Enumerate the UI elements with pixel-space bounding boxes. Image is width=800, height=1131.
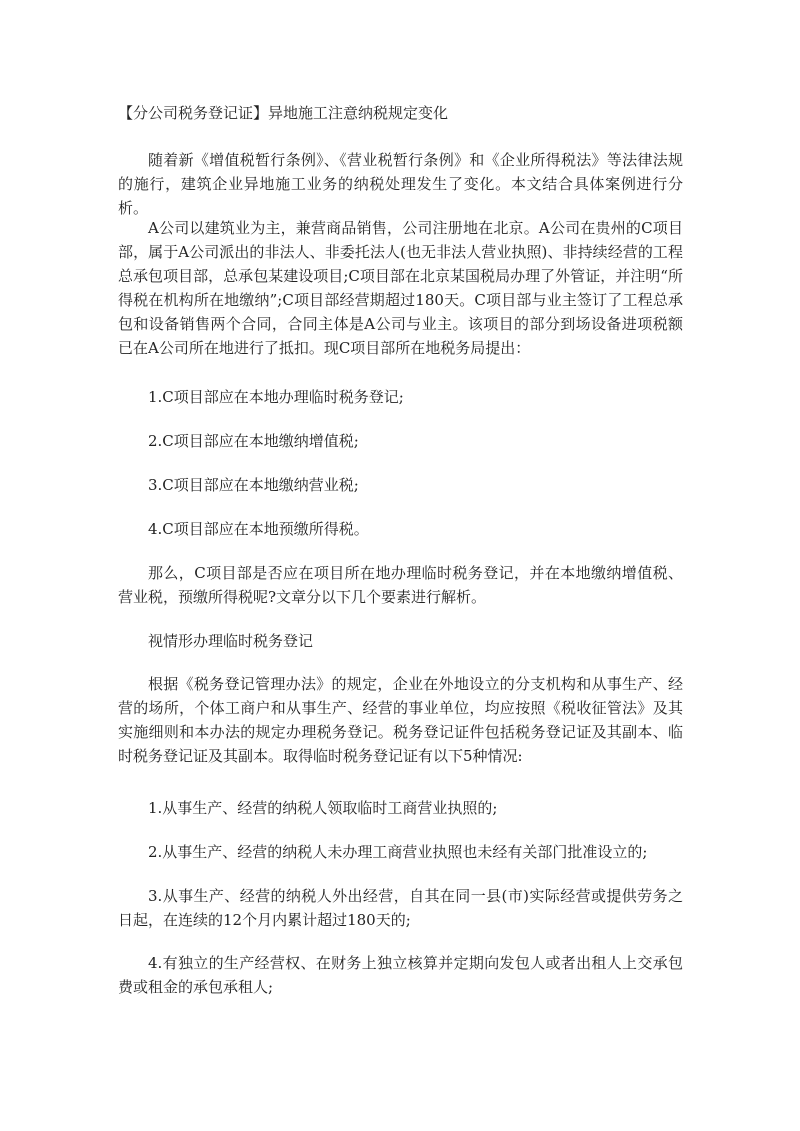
condition-item-1: 1.从事生产、经营的纳税人领取临时工商营业执照的; [148, 799, 498, 817]
demand-item-1: 1.C项目部应在本地办理临时税务登记; [148, 388, 404, 406]
case-description-paragraph: A公司以建筑业为主，兼营商品销售，公司注册地在北京。A公司在贵州的C项目部，属于A公司派出的非法人、非委托法人(也无非法人营业执照)、非持续经营的工程总承包项目部，总承包某建设项目;C项目部在北京某国税局办理了外管证，并注明“所得税在机构所在地缴纳”;C项目部经营期超过180天。C项目部与业主签订了工程总承包和设备销售两个合同，合同主体是A公司与业主。该项目的部分到场设备进项税额已在A公司所在地进行了抵扣。现C项目部所在地税务局提出： [118, 219, 683, 357]
condition-item-2: 2.从事生产、经营的纳税人未办理工商营业执照也未经有关部门批准设立的; [148, 843, 648, 861]
regulation-paragraph: 根据《税务登记管理办法》的规定，企业在外地设立的分支机构和从事生产、经营的场所，个体工商户和从事生产、经营的事业单位，均应按照《税收征管法》及其实施细则和本办法的规定办理税务登记。税务登记证件包括税务登记证及其副本、临时税务登记证及其副本。取得临时税务登记证有以下5种情况: [118, 675, 683, 765]
question-paragraph: 那么，C项目部是否应在项目所在地办理临时税务登记，并在本地缴纳增值税、营业税，预缴所得税呢?文章分以下几个要素进行解析。 [118, 564, 683, 606]
demand-item-4: 4.C项目部应在本地预缴所得税。 [148, 520, 369, 538]
article-title: 【分公司税务登记证】异地施工注意纳税规定变化 [118, 104, 449, 122]
condition-item-3: 3.从事生产、经营的纳税人外出经营，自其在同一县(市)实际经营或提供劳务之日起，在连续的12个月内累计超过180天的; [118, 887, 683, 929]
section-heading: 视情形办理临时税务登记 [148, 632, 314, 650]
condition-item-4: 4.有独立的生产经营权、在财务上独立核算并定期向发包人或者出租人上交承包费或租金的承包承租人; [118, 954, 683, 996]
intro-paragraph: 随着新《增值税暂行条例》、《营业税暂行条例》和《企业所得税法》等法律法规的施行，建筑企业异地施工业务的纳税处理发生了变化。本文结合具体案例进行分析。 [118, 151, 683, 217]
demand-item-2: 2.C项目部应在本地缴纳增值税; [148, 432, 359, 450]
demand-item-3: 3.C项目部应在本地缴纳营业税; [148, 476, 359, 494]
